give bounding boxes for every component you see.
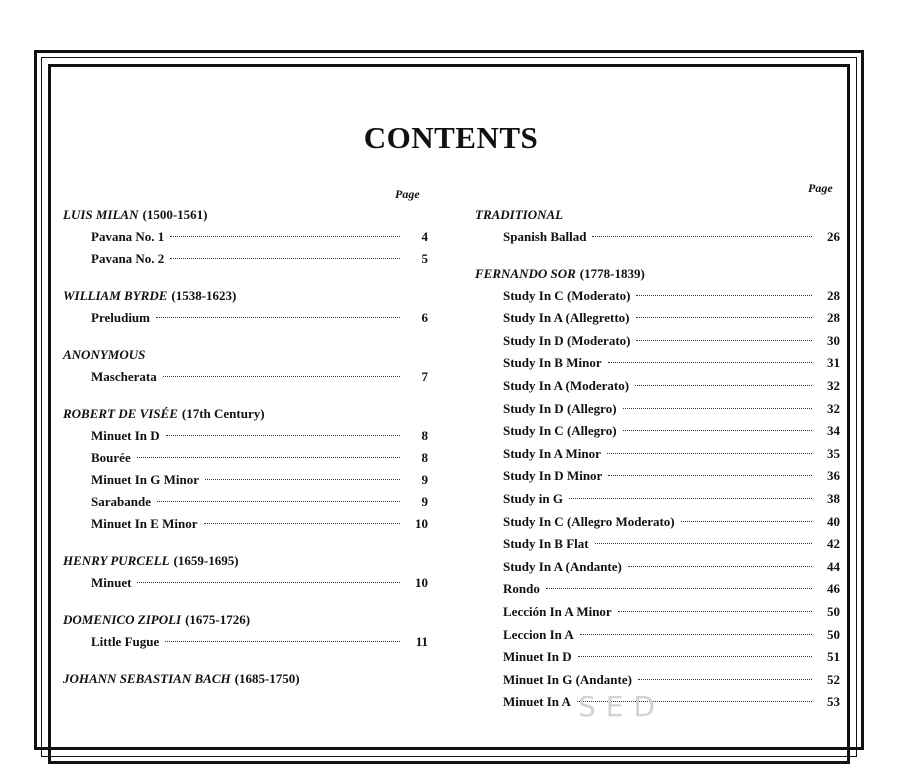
- dot-leader: [165, 641, 400, 642]
- contents-entry: [63, 226, 428, 248]
- contents-entry: [475, 533, 840, 556]
- contents-entry: [63, 572, 428, 594]
- dot-leader: [157, 501, 400, 502]
- contents-entry: [475, 511, 840, 534]
- piece-title: Preludium: [91, 310, 150, 325]
- composer-heading: [63, 403, 428, 425]
- dot-leader: [204, 523, 400, 524]
- piece-title: Minuet In E Minor: [91, 516, 198, 531]
- page-number: 6: [421, 310, 428, 325]
- page-number: 38: [827, 490, 840, 506]
- contents-entry: [475, 226, 840, 249]
- page-number: 10: [415, 516, 428, 531]
- piece-title: Minuet In A: [503, 694, 571, 710]
- composer-name: TRADITIONAL: [475, 207, 564, 222]
- dot-leader: [618, 611, 812, 612]
- composer-section: [63, 609, 428, 653]
- dot-leader: [578, 656, 812, 657]
- composer-section: [63, 204, 428, 270]
- composer-section: [63, 403, 428, 535]
- dot-leader: [205, 479, 400, 480]
- page-number: 40: [827, 513, 840, 529]
- page-number: 10: [415, 575, 428, 590]
- page-number: 44: [827, 558, 840, 574]
- piece-title: Leccion In A: [503, 626, 574, 642]
- page-number: 32: [827, 400, 840, 416]
- composer-heading: [475, 204, 840, 226]
- page-number: 53: [827, 694, 840, 710]
- contents-entry: [63, 447, 428, 469]
- contents-column-right: [475, 204, 840, 728]
- page-number: 26: [827, 229, 840, 244]
- dot-leader: [628, 566, 812, 567]
- piece-title: Study In D (Moderato): [503, 332, 631, 348]
- dot-leader: [137, 457, 400, 458]
- composer-dates: (1659-1695): [173, 553, 239, 568]
- page-column-heading-left: Page: [395, 187, 420, 201]
- dot-leader: [170, 258, 400, 259]
- piece-title: Minuet In D: [91, 428, 160, 443]
- dot-leader: [636, 340, 812, 341]
- contents-entry: [475, 285, 840, 308]
- contents-entry: [63, 425, 428, 447]
- contents-entry: [475, 465, 840, 488]
- dot-leader: [635, 385, 812, 386]
- composer-section: [63, 550, 428, 594]
- page-number: 9: [421, 494, 428, 509]
- piece-title: Study In A (Allegretto): [503, 310, 630, 326]
- piece-title: Study In C (Moderato): [503, 287, 631, 303]
- composer-dates: (1500-1561): [142, 207, 208, 222]
- page-number: 50: [827, 603, 840, 619]
- composer-name: ROBERT DE VISÉE: [63, 406, 178, 421]
- page-number: 9: [421, 472, 428, 487]
- page-number: 52: [827, 671, 840, 687]
- contents-entry: [63, 513, 428, 535]
- composer-name: LUIS MILAN: [63, 207, 139, 222]
- composer-name: FERNANDO SOR: [475, 265, 576, 281]
- composer-name: WILLIAM BYRDE: [63, 288, 168, 303]
- contents-entry: [475, 443, 840, 466]
- contents-entry: [475, 307, 840, 330]
- composer-name: JOHANN SEBASTIAN BACH: [63, 671, 231, 686]
- dot-leader: [137, 582, 400, 583]
- composer-dates: (1685-1750): [234, 671, 300, 686]
- piece-title: Study In A (Andante): [503, 558, 622, 574]
- page-number: 11: [415, 634, 428, 649]
- piece-title: Study In C (Allegro Moderato): [503, 513, 675, 529]
- composer-name: ANONYMOUS: [63, 347, 146, 362]
- contents-entry: [63, 248, 428, 270]
- piece-title: Study In A Minor: [503, 445, 601, 461]
- piece-title: Pavana No. 1: [91, 229, 165, 244]
- contents-entry: [63, 491, 428, 513]
- contents-entry: [475, 420, 840, 443]
- piece-title: Study In D (Allegro): [503, 400, 617, 416]
- contents-entry: [475, 646, 840, 669]
- composer-name: HENRY PURCELL: [63, 553, 170, 568]
- page-number: 30: [827, 332, 840, 348]
- piece-title: Study In B Minor: [503, 355, 602, 371]
- dot-leader: [170, 236, 400, 237]
- page-number: 46: [827, 581, 840, 597]
- piece-title: Little Fugue: [91, 634, 160, 649]
- piece-title: Sarabande: [91, 494, 151, 509]
- dot-leader: [156, 317, 400, 318]
- contents-entry: [475, 330, 840, 353]
- page-number: 28: [827, 310, 840, 326]
- piece-title: Study in G: [503, 490, 563, 506]
- page-number: 50: [827, 626, 840, 642]
- piece-title: Mascherata: [91, 369, 157, 384]
- page-number: 42: [827, 536, 840, 552]
- dot-leader: [638, 679, 812, 680]
- composer-heading: [63, 668, 428, 690]
- composer-section: [475, 204, 840, 249]
- composer-section: [475, 263, 840, 714]
- page-number: 34: [827, 423, 840, 439]
- dot-leader: [636, 295, 812, 296]
- dot-leader: [166, 435, 400, 436]
- page-number: 32: [827, 377, 840, 393]
- piece-title: Study In A (Moderato): [503, 377, 630, 393]
- dot-leader: [623, 430, 812, 431]
- contents-entry: [63, 366, 428, 388]
- contents-entry: [475, 488, 840, 511]
- dot-leader: [636, 317, 812, 318]
- page-number: 35: [827, 445, 840, 461]
- contents-entry: [63, 307, 428, 329]
- page-number: 31: [827, 355, 840, 371]
- composer-section: [63, 668, 428, 690]
- page-number: 5: [421, 251, 428, 266]
- piece-title: Minuet: [91, 575, 132, 590]
- composer-dates: (1675-1726): [185, 612, 251, 627]
- contents-entry: [475, 601, 840, 624]
- contents-entry: [475, 624, 840, 647]
- dot-leader: [623, 408, 812, 409]
- contents-entry: [475, 398, 840, 421]
- composer-section: [63, 344, 428, 388]
- dot-leader: [608, 362, 812, 363]
- dot-leader: [681, 521, 812, 522]
- page-number: 36: [827, 468, 840, 484]
- contents-entry: [475, 556, 840, 579]
- contents-entry: [475, 352, 840, 375]
- contents-entry: [475, 578, 840, 601]
- piece-title: Lección In A Minor: [503, 603, 612, 619]
- dot-leader: [592, 236, 812, 237]
- contents-column-left: [63, 204, 428, 705]
- composer-dates: (1538-1623): [171, 288, 237, 303]
- composer-heading: [63, 550, 428, 572]
- dot-leader: [546, 588, 812, 589]
- composer-name: DOMENICO ZIPOLI: [63, 612, 182, 627]
- piece-title: Pavana No. 2: [91, 251, 165, 266]
- composer-heading: [63, 609, 428, 631]
- dot-leader: [580, 634, 812, 635]
- dot-leader: [607, 453, 812, 454]
- page-number: 4: [421, 229, 428, 244]
- composer-heading: [63, 344, 428, 366]
- composer-dates: (1778-1839): [579, 265, 645, 281]
- composer-section: [63, 285, 428, 329]
- composer-dates: (17th Century): [181, 406, 265, 421]
- page-column-heading-right: Page: [808, 181, 833, 195]
- piece-title: Minuet In G Minor: [91, 472, 199, 487]
- dot-leader: [569, 498, 812, 499]
- watermark: SED: [578, 690, 666, 723]
- page-number: 8: [421, 450, 428, 465]
- composer-heading: [475, 263, 840, 285]
- page-number: 51: [827, 649, 840, 665]
- composer-heading: [63, 285, 428, 307]
- page-number: 8: [421, 428, 428, 443]
- piece-title: Study In C (Allegro): [503, 423, 617, 439]
- dot-leader: [163, 376, 400, 377]
- contents-entry: [63, 631, 428, 653]
- page-title: CONTENTS: [363, 120, 539, 155]
- contents-entry: [63, 469, 428, 491]
- contents-entry: [475, 375, 840, 398]
- piece-title: Rondo: [503, 581, 540, 597]
- piece-title: Bourée: [91, 450, 131, 465]
- piece-title: Spanish Ballad: [503, 229, 587, 244]
- dot-leader: [608, 475, 812, 476]
- piece-title: Minuet In D: [503, 649, 572, 665]
- piece-title: Minuet In G (Andante): [503, 671, 632, 687]
- composer-heading: [63, 204, 428, 226]
- contents-entry: [475, 669, 840, 692]
- piece-title: Study In B Flat: [503, 536, 589, 552]
- page-number: 28: [827, 287, 840, 303]
- piece-title: Study In D Minor: [503, 468, 603, 484]
- page-number: 7: [421, 369, 428, 384]
- dot-leader: [595, 543, 812, 544]
